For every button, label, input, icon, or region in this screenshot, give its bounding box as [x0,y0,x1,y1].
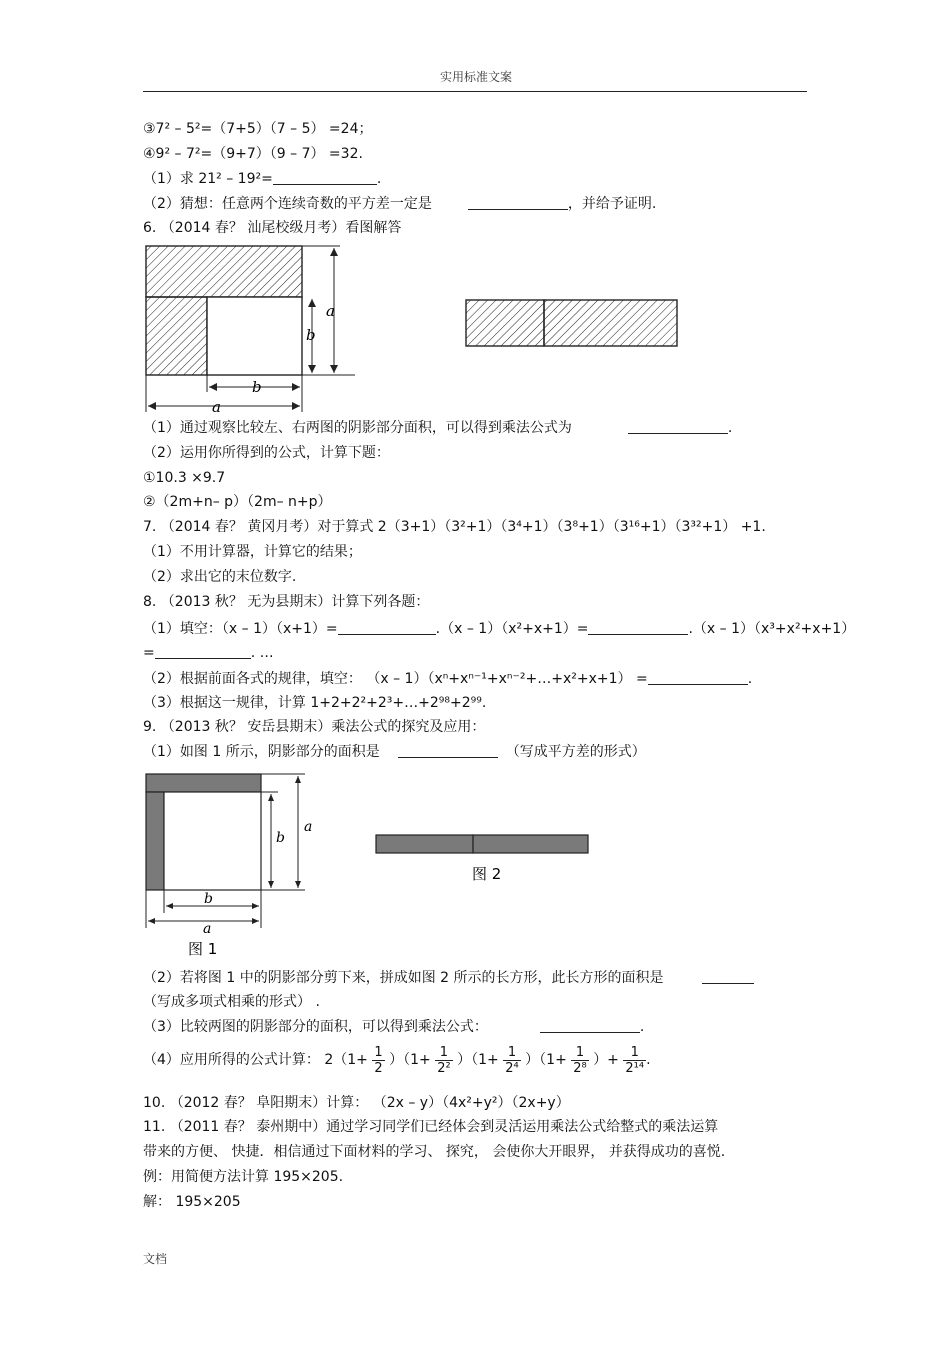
line-q11-b: 带来的方便、 快捷．相信通过下面材料的学习、 探究， 会使你大开眼界， 并获得成功的喜悦. [143,1144,726,1160]
label-a-right: a [304,819,313,835]
question-8-title: 8. （2013 秋？ 无为县期末）计算下列各题： [143,594,430,610]
line-q11-c: 例：用简便方法计算 195×205. [143,1169,344,1185]
figure-q9 [140,768,620,966]
line-example-3: ③7² – 5²=（7+5）（7 – 5） =24； [143,121,373,137]
label-b-bottom: b [252,378,262,396]
shaded-strip-top [146,774,261,792]
answer-blank [273,172,377,185]
label-a-bottom: a [203,921,212,937]
question-6-title: 6. （2014 春？ 汕尾校级月考）看图解答 [143,220,402,236]
answer-blank [338,622,436,635]
page-footer: 文档 [143,1252,168,1266]
answer-blank [468,197,568,210]
label-b-right: b [276,830,285,846]
line-q7-2: （2）求出它的末位数字. [143,569,297,585]
right-rect-part-1 [466,300,544,346]
label-a-right: a [326,302,335,320]
hatched-region-top [146,246,302,297]
line-q8-2: （2）根据前面各式的规律，填空： （x – 1）（xⁿ+xⁿ⁻¹+xⁿ⁻²+…+x²+x+1） = . [143,671,753,687]
answer-blank [155,646,251,659]
question-9-title: 9. （2013 秋？ 安岳县期末）乘法公式的探究及应用： [143,719,486,735]
empty-square [207,297,302,375]
figure-1-caption: 图 1 [188,940,218,958]
answer-blank [702,971,754,984]
line-q9-2-cont: （写成多项式相乘的形式） . [143,994,320,1010]
line-q5-1: （1）求 21² – 19²= . [143,171,382,187]
line-q11-d: 解： 195×205 [143,1194,241,1210]
line-q8-3: （3）根据这一规律，计算 1+2+2²+2³+…+2⁹⁸+2⁹⁹. [143,695,487,711]
line-q9-2: （2）若将图 1 中的阴影部分剪下来，拼成如图 2 所示的长方形，此长方形的面积是 [143,969,754,987]
line-example-4: ④9² – 7²=（9+7）（9 – 7） =32. [143,146,363,162]
figure-2-caption: 图 2 [472,865,502,883]
figure-q6 [140,240,700,420]
header-rule [143,91,807,92]
fraction: $\frac{1}{\text{2⁸}}$ [573,1044,587,1076]
label-b-bottom: b [204,891,213,907]
line-q9-3: （3）比较两图的阴影部分的面积，可以得到乘法公式： . [143,1019,645,1035]
answer-blank [628,421,728,434]
answer-blank [540,1020,640,1033]
shaded-strip-left [146,792,164,890]
question-10-title: 10. （2012 春？ 阜阳期末）计算： （2x – y）（4x²+y²）（2x+y） [143,1095,570,1111]
line-q6-2b: ②（2m+n– p）（2m– n+p） [143,494,332,510]
question-7-title: 7. （2014 春？ 黄冈月考）对于算式 2（3+1）（3²+1）（3⁴+1）（3⁸+1）（3¹⁶+1）（3³²+1） +1. [143,519,766,535]
label-a-bottom: a [212,398,221,416]
line-q6-2a: ①10.3 ×9.7 [143,470,226,486]
line-q9-1: （1）如图 1 所示，阴影部分的面积是 （写成平方差的形式） [143,744,646,760]
line-q8-1: （1）填空：（x – 1）（x+1）= .（x – 1）（x²+x+1）= .（x – 1）（x³+x²+x+1） [143,621,856,637]
white-square [164,792,261,890]
fraction: $\frac{1}{\text{2¹⁴}}$ [625,1044,645,1076]
fraction: $\frac{1}{\text{2⁴}}$ [505,1044,519,1076]
answer-blank [588,622,688,635]
page-header: 实用标准文案 [439,70,512,84]
right-rect-part-2 [544,300,677,346]
fraction: $\frac{1}{\text{2²}}$ [437,1044,451,1076]
answer-blank [398,745,498,758]
line-q6-2: （2）运用你所得到的公式，计算下题： [143,445,390,461]
line-q7-1: （1）不用计算器，计算它的结果； [143,544,362,560]
line-q5-2: （2）猜想：任意两个连续奇数的平方差一定是 ，并给予证明. [143,196,657,212]
label-b-right: b [306,326,316,344]
fig2-rect-part-1 [376,835,473,853]
line-q9-4: （4）应用所得的公式计算： 2（1+ $\frac{1}{2}$ ）（1+ $\frac{1}{\text{2²}}$ ）（1+ $\frac{1}{\text{2⁴}}$ ）（1+ $\frac{1}{\text{2⁸}}$ ）+ $\frac{1}{\text{2¹⁴}}$ . [143,1044,651,1076]
question-11-title: 11. （2011 春？ 泰州期中）通过学习同学们已经体会到灵活运用乘法公式给整式的乘法运算 [143,1119,719,1135]
line-q8-1-cont: = . … [143,645,274,661]
fig2-rect-part-2 [473,835,588,853]
hatched-region-left [146,297,207,375]
fraction: $\frac{1}{2}$ [374,1044,383,1076]
line-q6-1: （1）通过观察比较左、右两图的阴影部分面积，可以得到乘法公式为 . [143,420,733,436]
answer-blank [648,672,748,685]
